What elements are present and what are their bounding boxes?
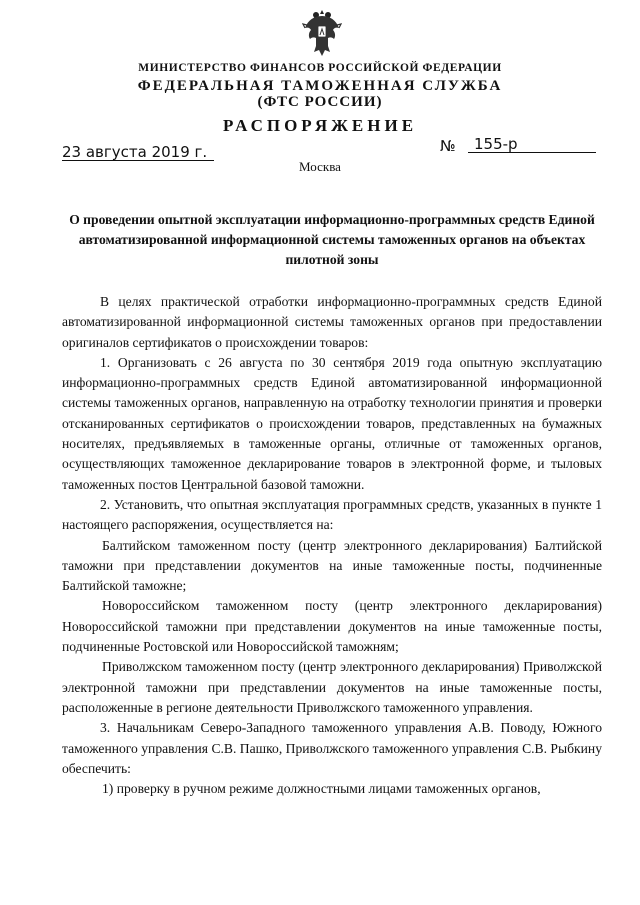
document-city: Москва bbox=[299, 159, 341, 174]
paragraph-subitem-1: 1) проверку в ручном режиме должностными лицами таможенных органов, bbox=[102, 781, 541, 797]
document-number-field bbox=[468, 137, 596, 153]
paragraph-novorossiysk-post: Новороссийском таможенном посту (центр электронного декларирования) Новороссийской таможни при представлении документов на иные таможенные посты, подчиненные Ростовской или Новороссийской таможням; bbox=[62, 598, 602, 655]
service-name: ФЕДЕРАЛЬНАЯ ТАМОЖЕННАЯ СЛУЖБА bbox=[137, 78, 503, 94]
document-date: 23 августа 2019 г. bbox=[62, 145, 214, 161]
paragraph-item-3: 3. Начальникам Северо-Западного таможенного управления А.В. Поводу, Южного таможенного управления С.В. Пашко, Приволжского таможенного управления С.В. Рыбкину обеспечить: bbox=[62, 720, 602, 776]
document-type: РАСПОРЯЖЕНИЕ bbox=[222, 116, 418, 135]
document-number-label: № bbox=[440, 137, 456, 155]
service-abbreviation: (ФТС РОССИИ) bbox=[257, 94, 383, 110]
document-number: 155-р bbox=[474, 135, 518, 153]
double-headed-eagle-emblem-icon bbox=[302, 6, 342, 58]
paragraph-item-2: 2. Установить, что опытная эксплуатация программных средств, указанных в пункте 1 настоящего распоряжения, осуществляется на: bbox=[62, 496, 602, 533]
paragraph-preamble: В целях практической отработки информационно-программных средств Единой автоматизированной информационной системы таможенных органов при предоставлении оригиналов сертификатов о происхождении товаров: bbox=[62, 294, 602, 350]
paragraph-baltic-post: Балтийском таможенном посту (центр электронного декларирования) Балтийской таможни при представлении документов на иные таможенные посты, подчиненные Балтийской таможне; bbox=[62, 537, 602, 594]
document-title: О проведении опытной эксплуатации информационно-программных средств Единой автоматизированной информационной системы таможенных органов на объектах пилотной зоны bbox=[69, 212, 595, 267]
ministry-name: МИНИСТЕРСТВО ФИНАНСОВ РОССИЙСКОЙ ФЕДЕРАЦИИ bbox=[138, 62, 502, 74]
paragraph-item-1: 1. Организовать с 26 августа по 30 сентября 2019 года опытную эксплуатацию информационно-программных средств Единой автоматизированной информационной системы таможенных органов, направленную на отработку технологии принятия и проверки отсканированных сертификатов о происхождении товаров, представленных на бумажных носителях, предъявляемых в таможенные органы, отличные от таможенных органов, осуществляющих таможенное декларирование товаров в электронной форме, и тыловых таможенных постов Центральной базовой таможни. bbox=[62, 354, 602, 492]
document-body bbox=[62, 292, 602, 799]
paragraph-volga-post: Приволжском таможенном посту (центр электронного декларирования) Приволжской электронной таможни при представлении документов на иные таможенные посты, расположенные в регионе деятельности Приволжского таможенного управления. bbox=[62, 659, 602, 715]
